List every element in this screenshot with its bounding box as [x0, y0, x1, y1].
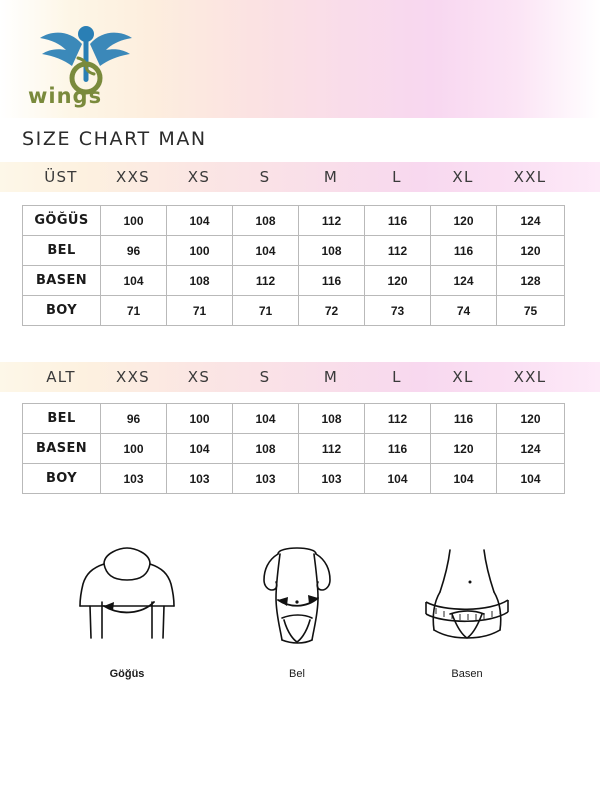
cell: 108 [167, 266, 233, 296]
row-label-bel: BEL [23, 236, 101, 266]
header-size-xxs: XXS [116, 168, 150, 186]
cell: 100 [167, 236, 233, 266]
cell: 124 [497, 206, 565, 236]
cell: 112 [365, 236, 431, 266]
header-size-xl: XL [452, 368, 474, 386]
cell: 120 [431, 434, 497, 464]
header-size-l: L [392, 368, 402, 386]
header-size-l: L [392, 168, 402, 186]
table-row [23, 296, 565, 326]
header-label-alt: ALT [46, 368, 76, 386]
header-band [0, 0, 600, 118]
header-size-xxl: XXL [513, 168, 547, 186]
cell: 96 [101, 404, 167, 434]
cell: 112 [233, 266, 299, 296]
torso-chest-measure-icon [42, 540, 212, 665]
cell: 112 [365, 404, 431, 434]
cell: 124 [431, 266, 497, 296]
header-size-s: S [259, 368, 271, 386]
cell: 100 [167, 404, 233, 434]
cell: 104 [497, 464, 565, 494]
table-row [23, 236, 565, 266]
header-size-s: S [259, 168, 271, 186]
cell: 116 [431, 236, 497, 266]
header-size-xs: XS [187, 168, 211, 186]
cell: 104 [233, 404, 299, 434]
cell: 108 [299, 236, 365, 266]
table-row [23, 434, 565, 464]
cell: 120 [365, 266, 431, 296]
table-row [23, 464, 565, 494]
cell: 104 [167, 434, 233, 464]
cell: 120 [497, 404, 565, 434]
cell: 73 [365, 296, 431, 326]
cell: 104 [233, 236, 299, 266]
cell: 104 [365, 464, 431, 494]
measurement-figures [0, 540, 600, 700]
row-label-basen: BASEN [23, 266, 101, 296]
cell: 74 [431, 296, 497, 326]
cell: 71 [101, 296, 167, 326]
cell: 116 [365, 434, 431, 464]
cell: 108 [233, 206, 299, 236]
header-size-xs: XS [187, 368, 211, 386]
header-label-ust: ÜST [44, 168, 78, 186]
cell: 71 [233, 296, 299, 326]
cell: 124 [497, 434, 565, 464]
cell: 100 [101, 206, 167, 236]
row-label-bel: BEL [23, 404, 101, 434]
cell: 104 [167, 206, 233, 236]
cell: 103 [101, 464, 167, 494]
row-label-boy: BOY [23, 296, 101, 326]
figure-caption-bel: Bel [289, 668, 305, 680]
cell: 96 [101, 236, 167, 266]
cell: 120 [431, 206, 497, 236]
row-label-gogus: GÖĞÜS [23, 206, 101, 236]
cell: 103 [299, 464, 365, 494]
cell: 103 [167, 464, 233, 494]
cell: 103 [233, 464, 299, 494]
cell: 116 [299, 266, 365, 296]
torso-hip-measure-icon [382, 540, 552, 665]
cell: 112 [299, 434, 365, 464]
page-title: SIZE CHART MAN [22, 128, 207, 150]
table-row [23, 206, 565, 236]
cell: 108 [299, 404, 365, 434]
torso-waist-measure-icon [212, 540, 382, 665]
figure-gogus [42, 540, 212, 700]
cell: 100 [101, 434, 167, 464]
figure-caption-basen: Basen [451, 668, 483, 680]
table-row [23, 266, 565, 296]
figure-basen [382, 540, 552, 700]
header-size-xxl: XXL [513, 368, 547, 386]
header-size-m: M [323, 168, 339, 186]
cell: 71 [167, 296, 233, 326]
row-label-basen: BASEN [23, 434, 101, 464]
cell: 72 [299, 296, 365, 326]
header-size-xl: XL [452, 168, 474, 186]
size-table-alt [22, 403, 565, 494]
header-size-m: M [323, 368, 339, 386]
figure-caption-gogus: Göğüs [109, 668, 145, 680]
cell: 104 [431, 464, 497, 494]
cell: 75 [497, 296, 565, 326]
size-table-ust [22, 205, 565, 326]
cell: 120 [497, 236, 565, 266]
row-label-boy: BOY [23, 464, 101, 494]
cell: 116 [365, 206, 431, 236]
section-header-alt [0, 362, 600, 392]
section-header-ust [0, 162, 600, 192]
cell: 112 [299, 206, 365, 236]
table-row [23, 404, 565, 434]
brand-name: wings [28, 84, 103, 108]
cell: 116 [431, 404, 497, 434]
cell: 128 [497, 266, 565, 296]
cell: 104 [101, 266, 167, 296]
figure-bel [212, 540, 382, 700]
header-size-xxs: XXS [116, 368, 150, 386]
cell: 108 [233, 434, 299, 464]
